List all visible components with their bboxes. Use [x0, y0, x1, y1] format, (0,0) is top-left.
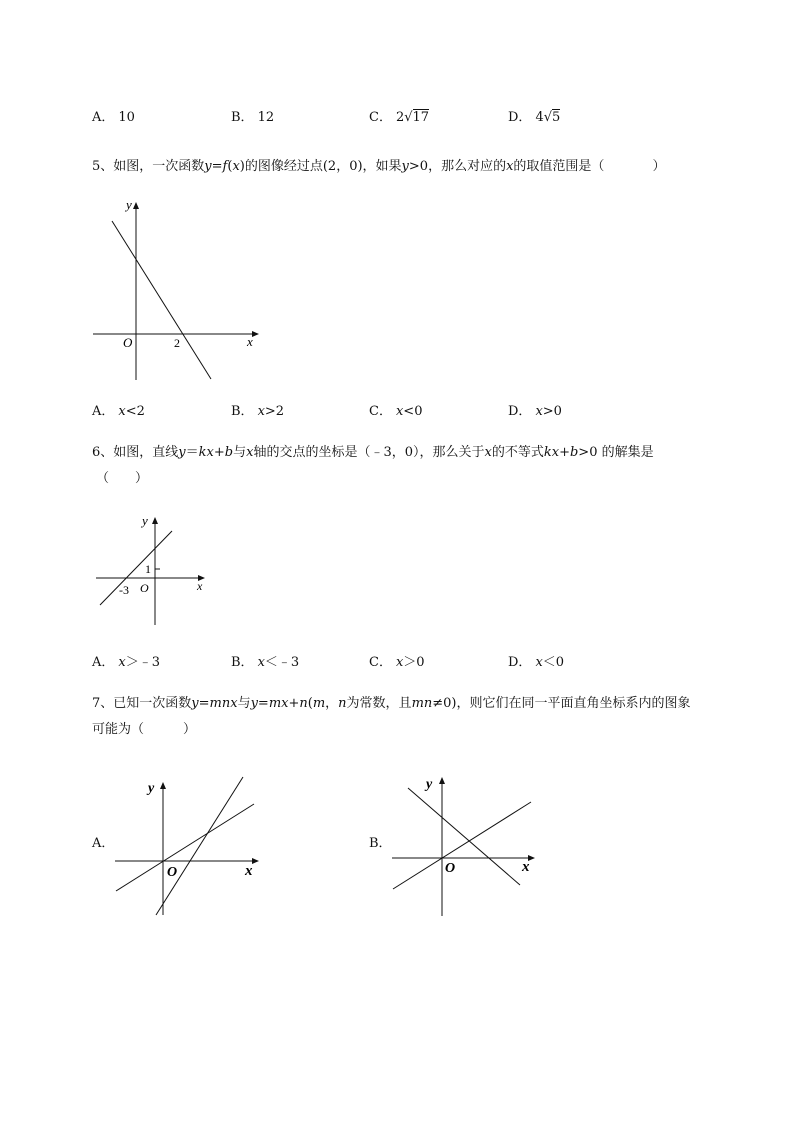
y-axis-label: y [126, 197, 132, 212]
option-coef: 2 [395, 110, 405, 125]
option-radicand: 5 [552, 110, 561, 125]
q6-stem: 6、如图，直线y＝kx+b与x轴的交点的坐标是（﹣3，0），那么关于x的不等式kx+b>0 的解集是 [92, 445, 654, 460]
q5-stem: 5、如图，一次函数y=f(x)的图像经过点(2，0)，如果y>0，那么对应的x的取值范围是（ ） [92, 159, 666, 174]
x-tick-label: -3 [119, 583, 129, 597]
origin-label: O [123, 335, 133, 350]
option-value: 12 [257, 110, 275, 125]
option-radicand: 17 [412, 110, 430, 125]
x-axis-label: x [522, 859, 530, 875]
q6-option-c[interactable]: C． x＞0 [369, 655, 425, 670]
q7-stem: 7、已知一次函数y=mnx与y=mx+n(m，n为常数，且mn≠0)，则它们在同一平面直角坐标系内的图象 [92, 696, 691, 711]
q5-graph [90, 195, 270, 385]
sqrt-sign: √ [543, 110, 553, 125]
q4-option-c[interactable] [369, 110, 429, 126]
q7-option-a-label[interactable]: A． [92, 836, 115, 851]
q7-stem-line2: 可能为（ ） [92, 722, 197, 737]
q5-option-b[interactable]: B． x>2 [231, 404, 285, 419]
x-axis-label: x [247, 334, 253, 349]
line-2 [408, 788, 520, 885]
q7-option-b-graph[interactable] [388, 770, 548, 920]
tick-label: 2 [174, 336, 180, 350]
q4-option-b[interactable] [231, 110, 274, 126]
q5-option-a[interactable]: A． x<2 [92, 404, 145, 419]
q4-option-a[interactable] [92, 110, 135, 126]
origin-label: O [445, 861, 456, 876]
q7-option-a-graph[interactable] [110, 775, 270, 920]
option-label: B． [231, 110, 254, 125]
y-axis-label: y [148, 781, 155, 796]
option-coef: 4 [535, 110, 544, 125]
option-label: C． [369, 110, 392, 125]
y-tick-label: 1 [145, 562, 151, 576]
q6-option-d[interactable]: D． x＜0 [508, 655, 565, 670]
option-label: D． [508, 110, 532, 125]
q7-option-b-label[interactable]: B． [369, 836, 392, 851]
q4-option-d[interactable] [508, 110, 560, 126]
function-line [112, 221, 211, 379]
option-value: 10 [118, 110, 135, 125]
sqrt-sign: √ [404, 110, 413, 125]
q6-graph [94, 510, 214, 630]
q6-option-b[interactable]: B． x＜﹣3 [231, 655, 300, 670]
y-axis-label: y [142, 513, 148, 528]
q5-option-c[interactable]: C． x<0 [369, 404, 423, 419]
origin-label: O [140, 581, 149, 595]
q6-answer-bracket: （ ） [96, 471, 149, 486]
x-axis-label: x [197, 579, 203, 593]
x-axis-label: x [245, 863, 253, 879]
y-axis-label: y [426, 777, 433, 792]
function-line [100, 531, 172, 605]
option-label: A． [92, 110, 115, 125]
origin-label: O [167, 865, 178, 880]
line-1 [116, 804, 254, 891]
q6-option-a[interactable]: A． x＞﹣3 [92, 655, 161, 670]
line-2 [156, 777, 243, 915]
q5-option-d[interactable]: D． x>0 [508, 404, 562, 419]
